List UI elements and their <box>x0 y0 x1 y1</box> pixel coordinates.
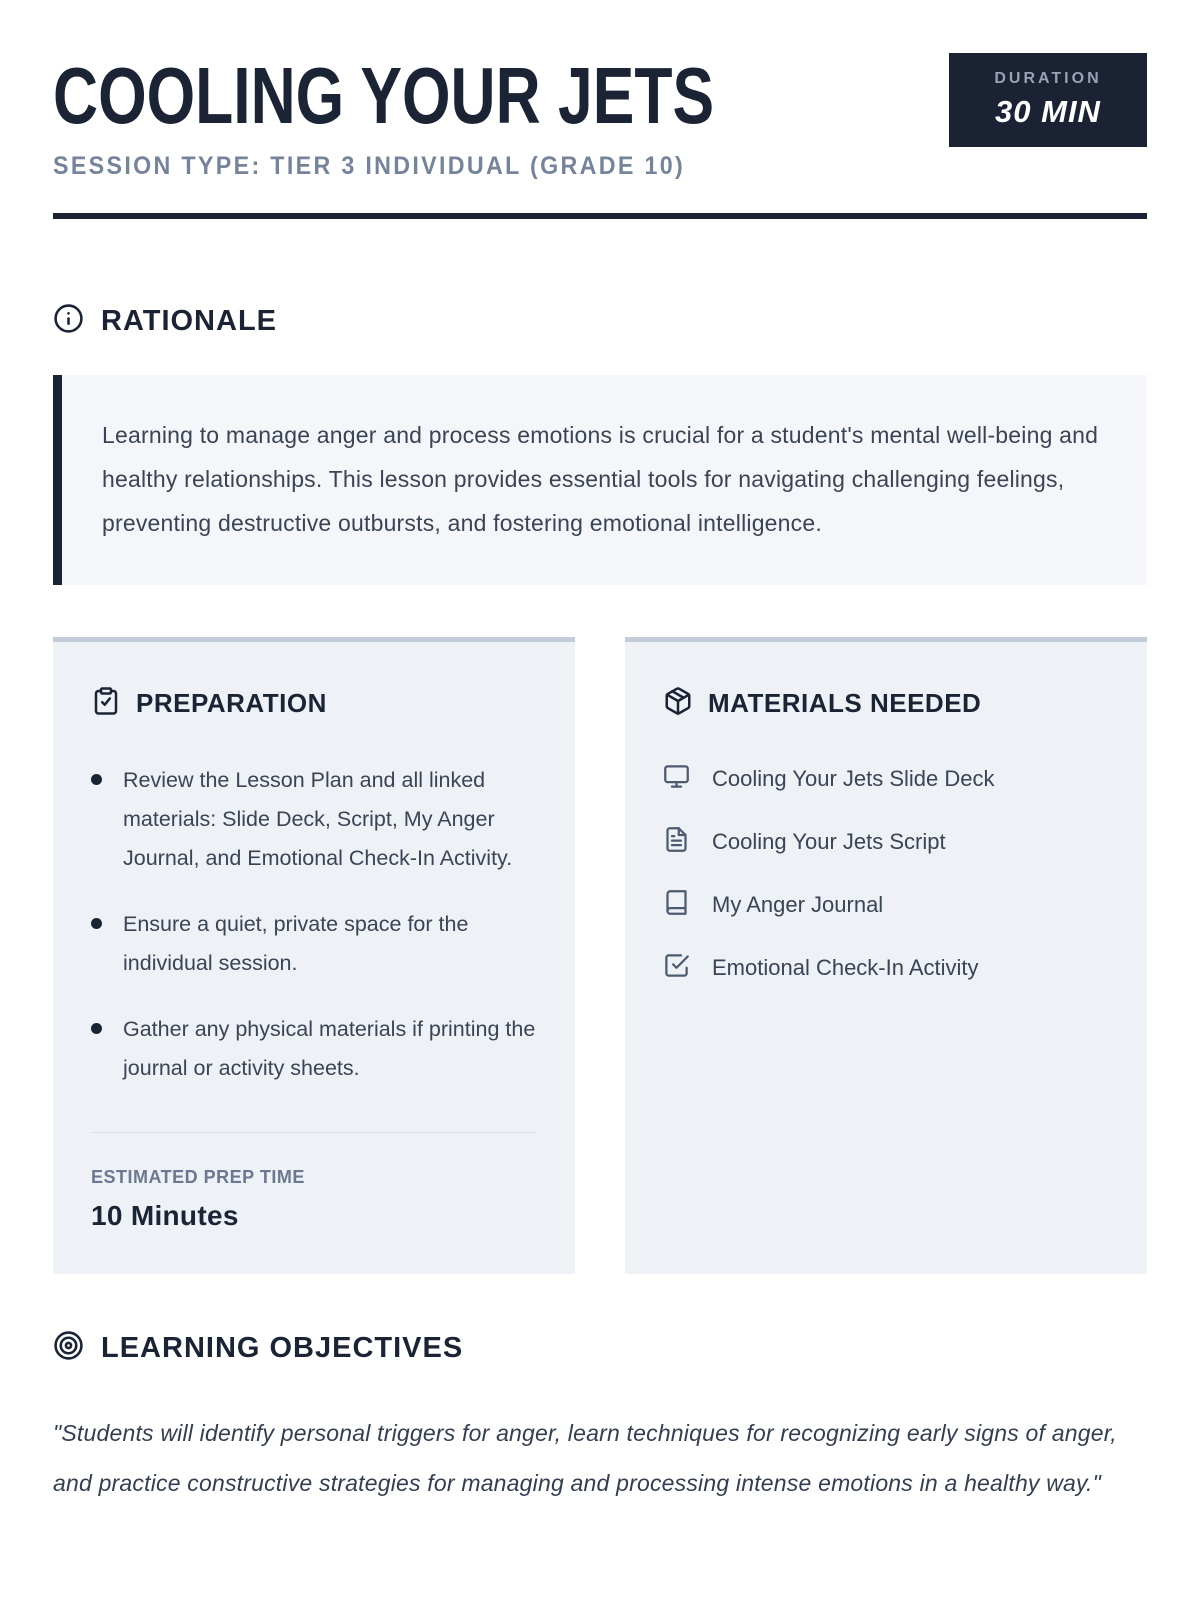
list-item <box>663 763 1109 795</box>
list-item <box>663 952 1109 984</box>
duration-label: DURATION <box>994 70 1102 87</box>
monitor-icon <box>663 763 690 795</box>
rationale-text: Learning to manage anger and process emotions is crucial for a student's mental well-being and healthy relationships. This lesson provides essential tools for navigating challenging feelings, preventing destructive outbursts, and fostering emotional intelligence. <box>102 422 1099 536</box>
preparation-item-text: Ensure a quiet, private space for the individual session. <box>123 912 469 975</box>
duration-value: 30 MIN <box>995 94 1101 129</box>
session-type-subtitle: SESSION TYPE: TIER 3 INDIVIDUAL (GRADE 10) <box>53 152 686 180</box>
rationale-callout <box>53 375 1147 585</box>
header-divider <box>53 213 1147 219</box>
material-label: Cooling Your Jets Slide Deck <box>712 766 995 791</box>
duration-badge <box>949 53 1147 147</box>
material-label: Emotional Check-In Activity <box>712 955 979 980</box>
clipboard-check-icon <box>91 686 121 721</box>
preparation-heading-row <box>91 686 537 721</box>
objectives-heading-row <box>53 1330 1147 1366</box>
materials-heading-row <box>663 686 1109 721</box>
bullet-dot <box>91 774 102 785</box>
package-icon <box>663 686 693 721</box>
materials-card <box>625 637 1147 1274</box>
bullet-dot <box>91 1023 102 1034</box>
check-square-icon <box>663 952 690 984</box>
list-item <box>91 761 537 878</box>
preparation-item-text: Review the Lesson Plan and all linked materials: Slide Deck, Script, My Anger Journal, and Emotional Check-In Activity. <box>123 768 513 870</box>
list-item <box>91 905 537 983</box>
info-cards-row <box>53 637 1147 1274</box>
objectives-quote: "Students will identify personal triggers for anger, learn techniques for recognizing early signs of anger, and practice constructive strategies for managing and processing intense emotions in a healthy way." <box>53 1420 1117 1496</box>
bullet-dot <box>91 918 102 929</box>
materials-heading: MATERIALS NEEDED <box>708 688 982 718</box>
info-icon <box>53 303 84 339</box>
book-icon <box>663 889 690 921</box>
rationale-heading-row <box>53 303 1147 339</box>
preparation-card <box>53 637 575 1274</box>
prep-time-divider <box>91 1132 537 1133</box>
objectives-section <box>53 1330 1147 1508</box>
header <box>53 52 1147 181</box>
page-title: COOLING YOUR JETS <box>53 51 715 140</box>
preparation-item-text: Gather any physical materials if printing the journal or activity sheets. <box>123 1017 536 1080</box>
preparation-list <box>91 761 537 1088</box>
file-text-icon <box>663 826 690 858</box>
materials-list <box>663 763 1109 984</box>
prep-time-value: 10 Minutes <box>91 1200 239 1231</box>
list-item <box>663 826 1109 858</box>
rationale-heading: RATIONALE <box>101 304 278 337</box>
objectives-heading: LEARNING OBJECTIVES <box>101 1331 464 1364</box>
target-icon <box>53 1330 84 1366</box>
material-label: My Anger Journal <box>712 892 884 917</box>
header-title-block <box>53 52 901 181</box>
prep-time-label: ESTIMATED PREP TIME <box>91 1167 305 1187</box>
rationale-section <box>53 303 1147 585</box>
material-label: Cooling Your Jets Script <box>712 829 946 854</box>
preparation-heading: PREPARATION <box>136 688 327 718</box>
list-item <box>91 1010 537 1088</box>
list-item <box>663 889 1109 921</box>
